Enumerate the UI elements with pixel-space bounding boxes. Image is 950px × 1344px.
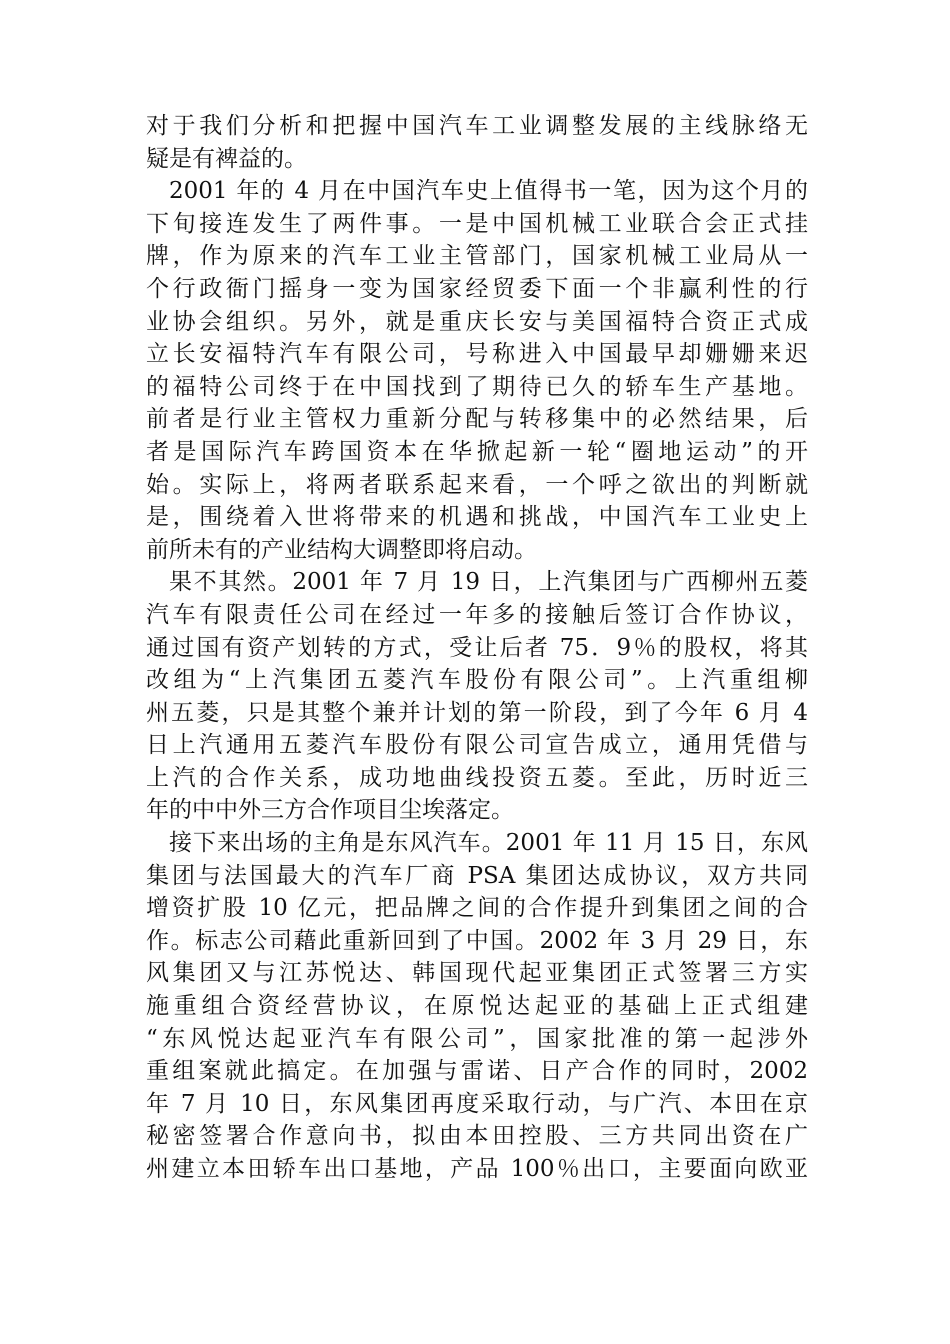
text-line: 下旬接连发生了两件事。一是中国机械工业联合会正式挂: [146, 210, 808, 237]
text-line: 年 7 月 10 日，东风集团再度采取行动，与广汽、本田在京: [146, 1090, 808, 1117]
text-line: 州建立本田轿车出口基地，产品 100％出口，主要面向欧亚: [146, 1156, 808, 1182]
text-line: 前所未有的产业结构大调整即将启动。: [146, 536, 537, 563]
text-line: 风集团又与江苏悦达、韩国现代起亚集团正式签署三方实: [146, 960, 808, 987]
text-line: 年的中中外三方合作项目尘埃落定。: [146, 797, 514, 824]
text-line: 集团与法国最大的汽车厂商 PSA 集团达成协议，双方共同: [146, 862, 808, 889]
text-line: 州五菱，只是其整个兼并计划的第一阶段，到了今年 6 月 4: [146, 699, 808, 726]
text-line: 汽车有限责任公司在经过一年多的接触后签订合作协议，: [146, 601, 808, 628]
text-line: 立长安福特汽车有限公司，号称进入中国最早却姗姗来迟: [146, 341, 808, 368]
text-line: 2001 年的 4 月在中国汽车史上值得书一笔，因为这个月的: [169, 178, 808, 205]
text-line: 通过国有资产划转的方式，受让后者 75．9％的股权，将其: [146, 634, 808, 661]
text-line: 施重组合资经营协议，在原悦达起亚的基础上正式组建: [146, 993, 808, 1020]
text-line: 重组案就此搞定。在加强与雷诺、日产合作的同时，2002: [146, 1058, 808, 1085]
text-line: 牌，作为原来的汽车工业主管部门，国家机械工业局从一: [146, 243, 808, 270]
text-line: 作。标志公司藉此重新回到了中国。2002 年 3 月 29 日，东: [146, 927, 808, 954]
text-line: “东风悦达起亚汽车有限公司”，国家批准的第一起涉外: [146, 1025, 808, 1052]
text-line: 秘密签署合作意向书，拟由本田控股、三方共同出资在广: [146, 1123, 808, 1150]
text-line: 业协会组织。另外，就是重庆长安与美国福特合资正式成: [146, 308, 808, 335]
text-line: 疑是有裨益的。: [146, 145, 307, 172]
text-line: 是，围绕着入世将带来的机遇和挑战，中国汽车工业史上: [146, 504, 808, 531]
text-line: 上汽的合作关系，成功地曲线投资五菱。至此，历时近三: [146, 764, 808, 791]
text-line: 果不其然。2001 年 7 月 19 日，上汽集团与广西柳州五菱: [169, 569, 808, 596]
text-line: 始。实际上，将两者联系起来看，一个呼之欲出的判断就: [146, 471, 808, 498]
text-line: 个行政衙门摇身一变为国家经贸委下面一个非赢利性的行: [146, 275, 808, 302]
text-line: 增资扩股 10 亿元，把品牌之间的合作提升到集团之间的合: [146, 895, 808, 922]
text-line: 对于我们分析和把握中国汽车工业调整发展的主线脉络无: [146, 113, 808, 139]
document-body: [146, 110, 808, 1186]
text-line: 接下来出场的主角是东风汽车。2001 年 11 月 15 日，东风: [169, 830, 808, 857]
text-line: 前者是行业主管权力重新分配与转移集中的必然结果，后: [146, 406, 808, 433]
text-line: 改组为“上汽集团五菱汽车股份有限公司”。上汽重组柳: [146, 667, 808, 694]
text-line: 者是国际汽车跨国资本在华掀起新一轮“圈地运动”的开: [146, 438, 808, 465]
text-line: 的福特公司终于在中国找到了期待已久的轿车生产基地。: [146, 373, 808, 400]
text-line: 日上汽通用五菱汽车股份有限公司宣告成立，通用凭借与: [146, 732, 808, 759]
